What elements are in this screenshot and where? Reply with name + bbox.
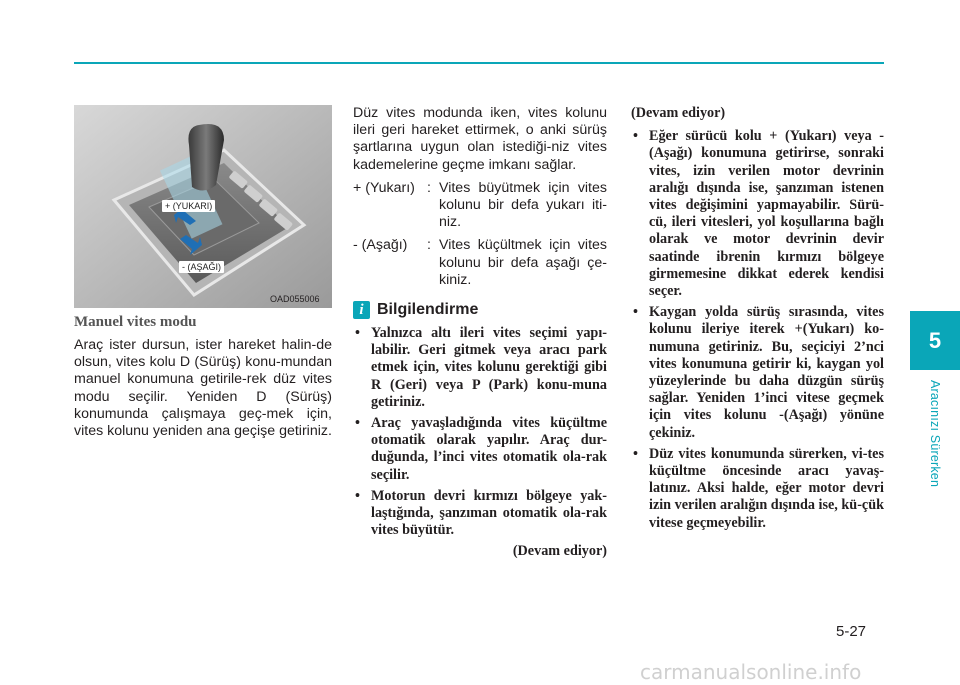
info-header: [353, 301, 607, 319]
list-item: • Düz vites konumunda sürerken, vi-tes küçültme öncesinde aracı yavaş-latınız. Aksi halde, eğer motor devri izin verilen aralığın dışında ise, kü-çük vitese geçmeyebilir.: [631, 446, 884, 532]
figure-label-up: + (YUKARI): [162, 200, 215, 212]
figure-code: OAD055006: [270, 294, 320, 304]
definition-down: [353, 237, 607, 289]
figure-label-down: - (AŞAĞI): [179, 261, 224, 273]
definition-separator: :: [427, 179, 431, 196]
list-item: • Motorun devri kırmızı bölgeye yak-laştığında, şanzıman otomatik ola-rak vites büyütür.: [353, 488, 607, 540]
section-body: Araç ister dursun, ister hareket halin-de olsun, vites kolu D (Sürüş) konu-mundan manuel konumuna getirile-rek düz vites modu seçilir. Yeniden D (Sürüş) konumunda çalışmaya geç-mek için, vites kolunu yeniden ana geçişe getiriniz.: [74, 337, 332, 440]
definition-term: - (Aşağı): [353, 237, 408, 254]
definition-desc: Vites küçültmek için vites kolunu bir defa aşağı çe-kiniz.: [439, 237, 607, 288]
info-icon: i: [353, 301, 370, 319]
list-item: • Eğer sürücü kolu + (Yukarı) veya - (Aşağı) konumuna getirirse, sonraki vites, izin verilen motor devrinin aralığı dışında ise, şanzıman istenen vites değişimini yapmayabilir. Sürü-cü, ileri vitesleri, yol koşullarına bağlı olarak ve motor devrinin devir saatinde ibrenin kırmızı bölgeye girmemesine dikkat ederek kendisi seçer.: [631, 128, 884, 300]
definition-term: + (Yukarı): [353, 179, 415, 196]
info-title: Bilgilendirme: [377, 301, 479, 319]
info-list: [353, 325, 607, 539]
continued-note: (Devam ediyor): [631, 105, 726, 121]
list-item: • Araç yavaşladığında vites küçültme otomatik olarak yapılır. Araç dur-duğunda, l’inci vites otomatik ola-rak seçilir.: [353, 415, 607, 484]
chapter-tab: 5: [910, 311, 960, 370]
section-heading: Manuel vites modu: [74, 314, 197, 330]
column-3: [631, 105, 884, 536]
watermark: carmanualsonline.info: [640, 660, 862, 684]
definition-up: [353, 180, 607, 232]
continued-note: (Devam ediyor): [512, 543, 607, 560]
list-item: • Yalnızca altı ileri vites seçimi yapı-labilir. Geri gitmek veya aracı park etmek için, vites kolunu gerektiği gibi R (Geri) veya P (Park) konu-muna getiriniz.: [353, 325, 607, 411]
list-item: • Kaygan yolda sürüş sırasında, vites kolunu ileriye iterek +(Yukarı) ko-numuna getiriniz. Bu, seçiciyi 2’nci vites konumuna getirir ki, kaygan yol yüzeylerinde bu daha düzgün sürüş sağlar. Yeniden 1’inci vitese geçmek için vites kolunu -(Aşağı) yönüne çekiniz.: [631, 304, 884, 442]
gear-shift-figure: [74, 105, 332, 308]
column-1: [74, 314, 332, 440]
definition-separator: :: [427, 237, 431, 254]
chapter-label: Aracınızı Sürerken: [928, 380, 942, 488]
column-2: [353, 105, 607, 561]
page-number: 5-27: [836, 623, 867, 640]
header-rule: [74, 62, 884, 64]
definition-desc: Vites büyütmek için vites kolunu bir defa yukarı iti-niz.: [439, 179, 607, 231]
info-list-continued: [631, 128, 884, 532]
intro-paragraph: Düz vites modunda iken, vites kolunu ileri geri hareket ettirmek, o anki sürüş şartlarına uygun olan istediği-niz vites kademelerine geçme imkanı sağlar.: [353, 105, 607, 173]
